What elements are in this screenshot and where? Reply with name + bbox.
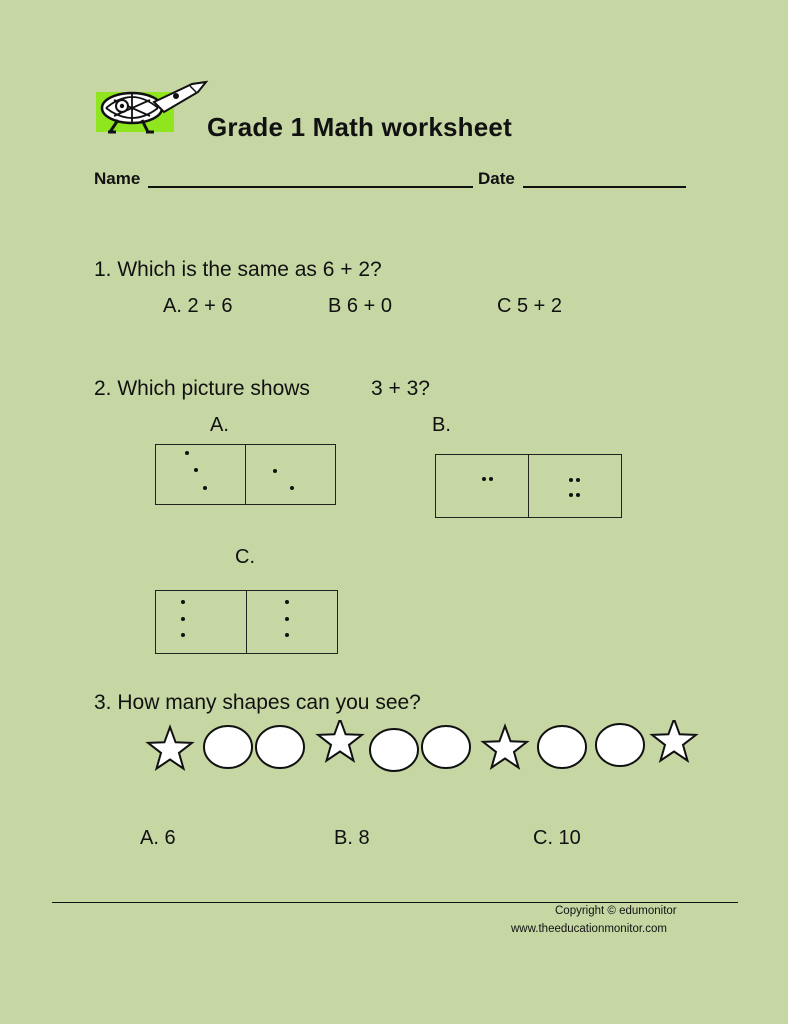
name-label: Name [94,169,141,188]
star-shape [318,720,362,761]
domino-dot [285,617,289,621]
q3-option-c[interactable]: C. 10 [533,827,581,849]
shape-row [140,720,710,776]
domino-c-right-half [246,591,337,653]
q1-option-c[interactable]: C 5 + 2 [497,295,563,317]
circle-shape [596,724,644,766]
domino-dot [181,617,185,621]
domino-dot [290,486,294,490]
q3-option-b[interactable]: B. 8 [334,827,370,849]
domino-dot [203,486,207,490]
domino-a[interactable] [155,444,336,505]
name-field[interactable] [148,186,473,188]
domino-dot [576,493,580,497]
q3-option-a[interactable]: A. 6 [140,827,176,849]
domino-dot [181,633,185,637]
star-shape [483,726,527,768]
domino-c[interactable] [155,590,338,654]
domino-dot [185,451,189,455]
domino-dot [569,478,573,482]
q1-option-a[interactable]: A. 2 + 6 [163,295,233,317]
date-field[interactable] [523,186,686,188]
q2-label-b: B. [432,414,451,436]
footer-divider [52,902,738,903]
domino-dot [576,478,580,482]
circle-shape [422,726,470,768]
domino-dot [194,468,198,472]
domino-dot [569,493,573,497]
domino-dot [181,600,185,604]
footer-copyright: Copyright © edumonitor [555,905,677,917]
question-1: 1. Which is the same as 6 + 2? [94,258,382,281]
page-title: Grade 1 Math worksheet [207,112,512,142]
question-2-expression: 3 + 3? [371,377,430,400]
q2-label-a: A. [210,414,229,436]
question-3: 3. How many shapes can you see? [94,691,421,714]
domino-a-right-half [245,445,335,504]
domino-dot [285,633,289,637]
domino-b-left-half [436,455,528,517]
q1-option-b[interactable]: B 6 + 0 [328,295,392,317]
date-label: Date [478,169,515,188]
domino-b-right-half [528,455,621,517]
domino-c-left-half [156,591,246,653]
circle-shape [538,726,586,768]
star-shape [148,727,192,769]
q2-label-c: C. [235,546,255,568]
circle-shape [204,726,252,768]
logo-icon [92,80,212,142]
circle-shape [370,729,418,771]
domino-dot [482,477,486,481]
question-2: 2. Which picture shows [94,377,310,400]
domino-dot [285,600,289,604]
footer-url[interactable]: www.theeducationmonitor.com [511,923,667,935]
domino-dot [273,469,277,473]
domino-dot [489,477,493,481]
domino-b[interactable] [435,454,622,518]
circle-shape [256,726,304,768]
star-shape [652,720,696,761]
domino-a-left-half [156,445,245,504]
